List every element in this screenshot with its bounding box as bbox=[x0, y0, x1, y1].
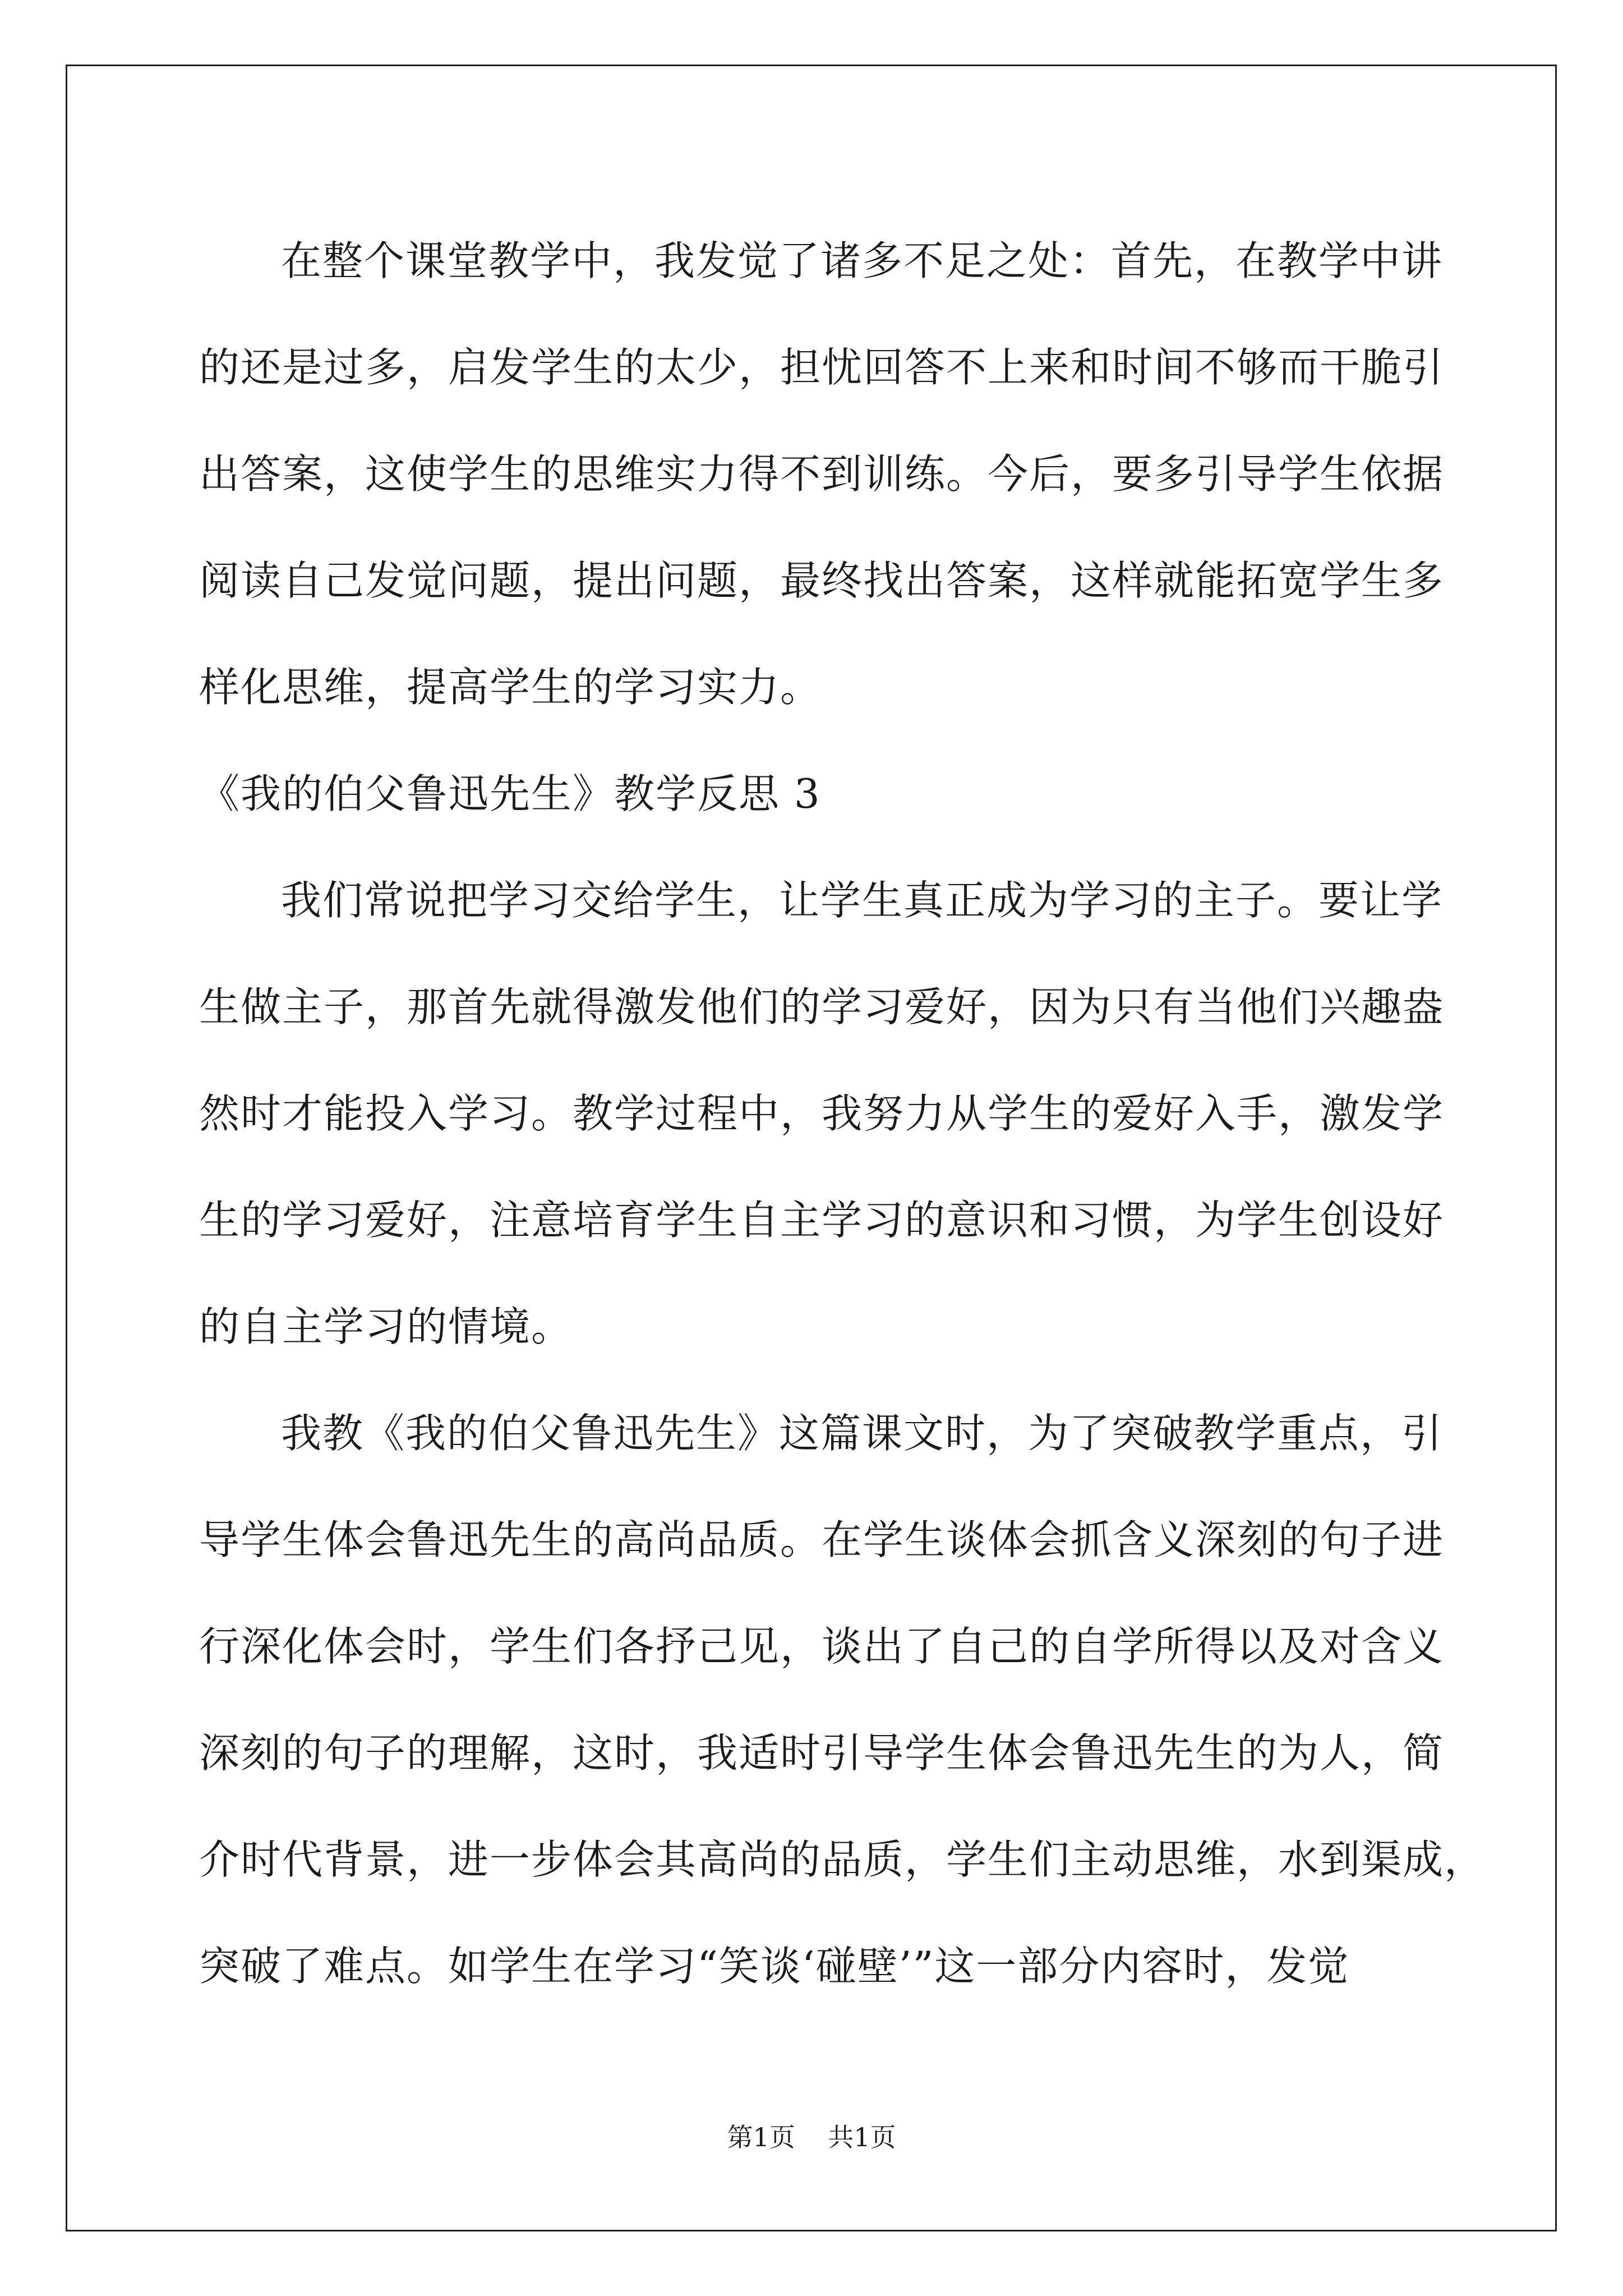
document-body bbox=[199, 208, 1486, 2019]
paragraph-line: 我教《我的伯父鲁迅先生》这篇课文时，为了突破教学重点，引 bbox=[281, 1410, 1444, 1457]
paragraph-line: 突破了难点。如学生在学习“笑谈‘碰壁’”这一部分内容时，发觉 bbox=[199, 1943, 1350, 1990]
paragraph-line: 然时才能投入学习。教学过程中，我努力从学生的爱好入手，激发学 bbox=[199, 1090, 1445, 1137]
paragraph-line: 出答案，这使学生的思维实力得不到训练。今后，要多引导学生依据 bbox=[199, 450, 1445, 498]
paragraph-line: 阅读自己发觉问题，提出问题，最终找出答案，这样就能拓宽学生多 bbox=[199, 557, 1445, 604]
paragraph-line: 介时代背景，进一步体会其高尚的品质，学生们主动思维，水到渠成， bbox=[199, 1836, 1486, 1883]
paragraph-line: 导学生体会鲁迅先生的高尚品质。在学生谈体会抓含义深刻的句子进 bbox=[199, 1516, 1445, 1563]
section-heading: 《我的伯父鲁迅先生》教学反思 3 bbox=[199, 770, 821, 817]
paragraph-line: 生的学习爱好，注意培育学生自主学习的意识和习惯，为学生创设好 bbox=[199, 1197, 1445, 1244]
paragraph-line: 生做主子，那首先就得激发他们的学习爱好，因为只有当他们兴趣盎 bbox=[199, 983, 1445, 1030]
page-footer: 第1页 共1页 bbox=[727, 2122, 896, 2152]
paragraph-line: 行深化体会时，学生们各抒己见，谈出了自己的自学所得以及对含义 bbox=[199, 1623, 1445, 1670]
paragraph-line: 深刻的句子的理解，这时，我适时引导学生体会鲁迅先生的为人，简 bbox=[199, 1729, 1445, 1777]
paragraph-line: 样化思维，提高学生的学习实力。 bbox=[199, 664, 822, 711]
paragraph-line: 的自主学习的情境。 bbox=[199, 1303, 573, 1350]
paragraph-line: 我们常说把学习交给学生，让学生真正成为学习的主子。要让学 bbox=[281, 877, 1444, 924]
paragraph-line: 的还是过多，启发学生的太少，担忧回答不上来和时间不够而干脆引 bbox=[199, 344, 1445, 391]
paragraph-line: 在整个课堂教学中，我发觉了诸多不足之处：首先，在教学中讲 bbox=[281, 237, 1444, 284]
